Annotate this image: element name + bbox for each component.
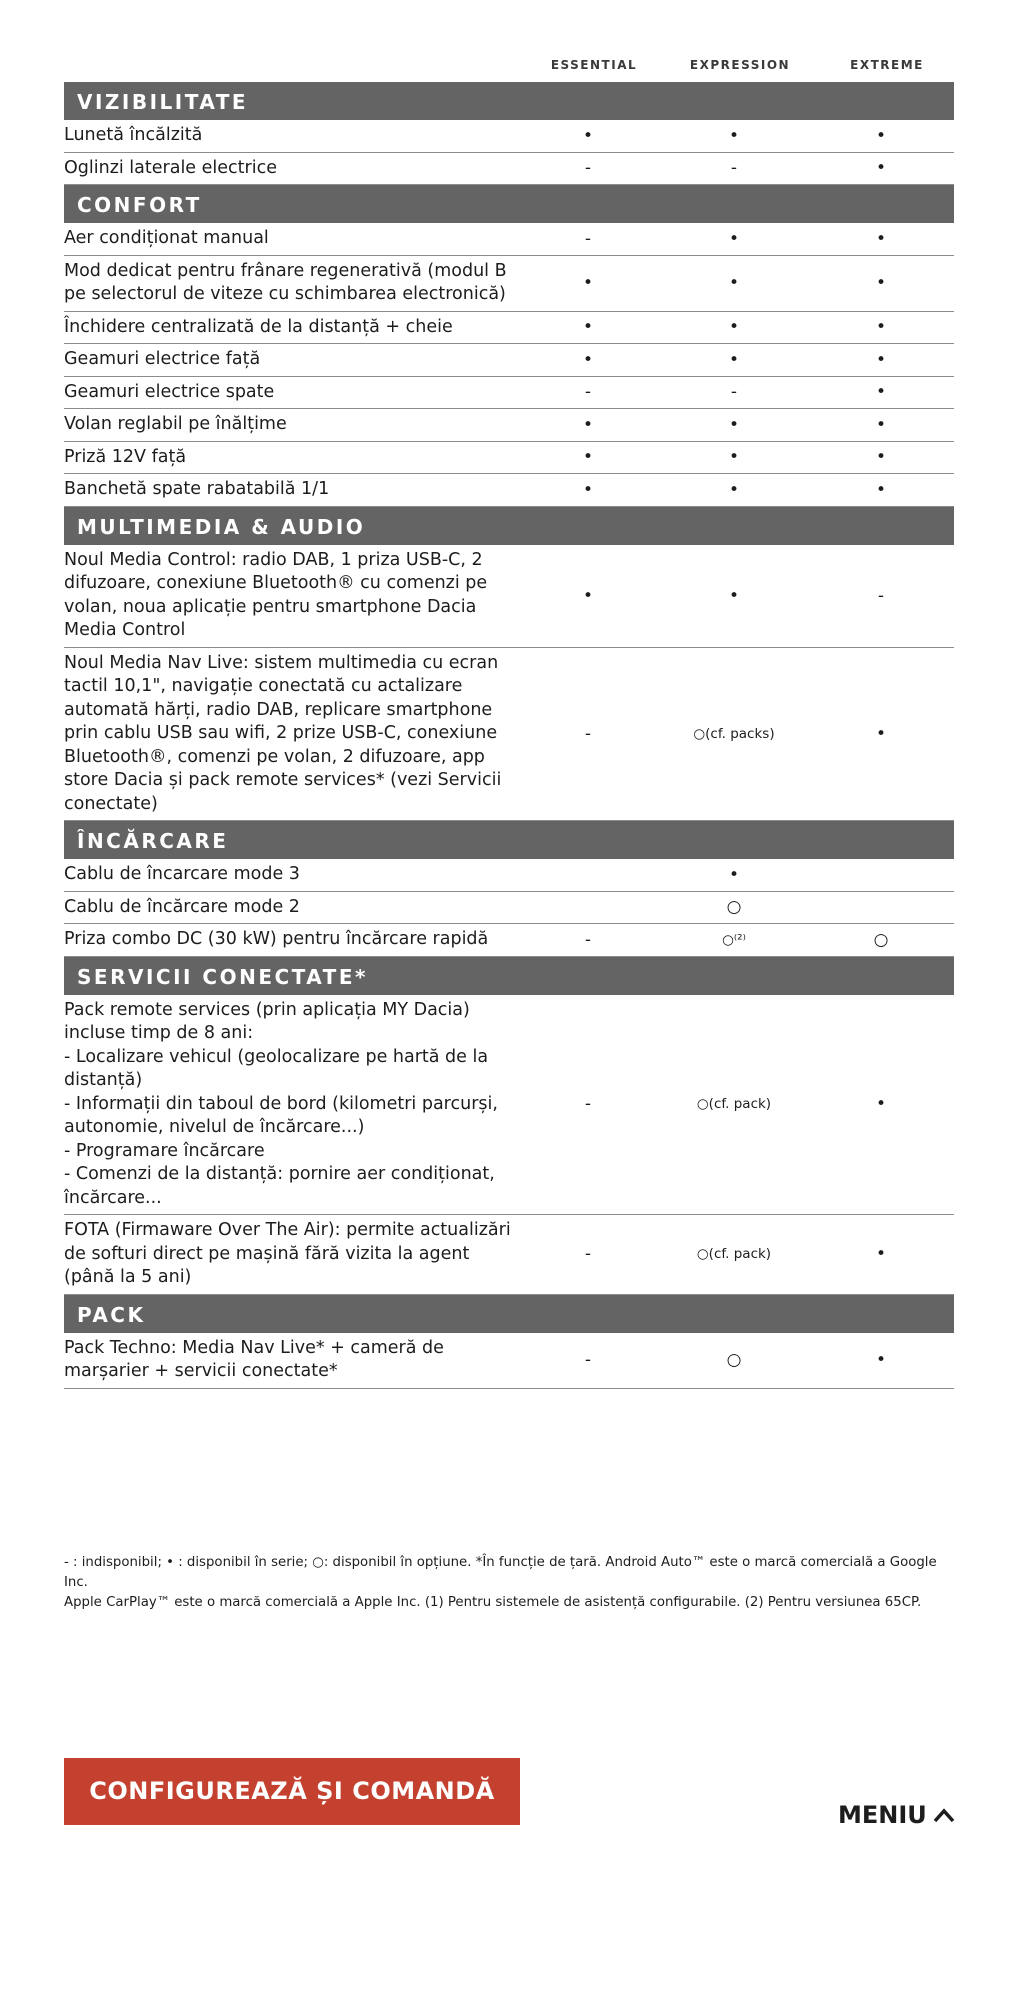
- row-label: Oglinzi laterale electrice: [64, 157, 277, 178]
- section-header: PACK: [64, 1295, 954, 1333]
- availability-cell: •: [728, 414, 740, 435]
- availability-cell: •: [582, 317, 594, 338]
- availability-cell: •: [728, 125, 740, 146]
- availability-cell: •: [875, 479, 887, 500]
- availability-cell: ○: [873, 929, 889, 950]
- table-row: [64, 223, 954, 256]
- table-row: [64, 256, 954, 312]
- row-label: Pack remote services (prin aplicația MY Dacia) incluse timp de 8 ani: - Localizare vehicul (geolocalizare pe hartă de la distanță) - Informații din taboul de bord (kilometri parcurși, autonomie, nivelul de încărcare...) - Programare încărcare - Comenzi de la distanță: pornire aer condiționat, încărcare...: [64, 999, 498, 1208]
- availability-cell: •: [728, 479, 740, 500]
- table-row: [64, 409, 954, 442]
- availability-cell: •: [728, 864, 740, 885]
- availability-cell: •: [582, 479, 594, 500]
- availability-cell: •: [728, 349, 740, 370]
- availability-cell: •: [875, 1244, 887, 1265]
- availability-cell: •: [728, 585, 740, 606]
- row-label: Cablu de încărcare mode 2: [64, 896, 300, 917]
- column-header-essential: ESSENTIAL: [550, 58, 638, 72]
- row-label: Aer condiționat manual: [64, 228, 269, 248]
- section-header: SERVICII CONECTATE*: [64, 957, 954, 995]
- section-header: MULTIMEDIA & AUDIO: [64, 507, 954, 545]
- table-row: [64, 648, 954, 822]
- row-label: Geamuri electrice față: [64, 349, 261, 369]
- availability-cell: •: [728, 447, 740, 468]
- table-row: [64, 1333, 954, 1389]
- availability-cell: •: [582, 273, 594, 293]
- equipment-table: [64, 82, 954, 1389]
- row-label: Banchetă spate rabatabilă 1/1: [64, 479, 330, 499]
- row-label: FOTA (Firmaware Over The Air): permite actualizări de softuri direct pe mașină fără vizita la agent (până la 5 ani): [64, 1220, 511, 1287]
- table-row: [64, 442, 954, 475]
- row-label: Noul Media Nav Live: sistem multimedia cu ecran tactil 10,1", navigație conectată cu actalizare automată hărți, radio DAB, replicare smartphone prin cablu USB sau wifi, 2 prize USB-C, conexiune Bluetooth®, comenzi pe volan, 2 difuzoare, app store Dacia și pack remote services* (vezi Servicii conectate): [64, 652, 502, 814]
- row-label: Mod dedicat pentru frânare regenerativă (modul B pe selectorul de viteze cu schimbarea electronică): [64, 260, 507, 304]
- availability-cell: -: [584, 1350, 592, 1370]
- availability-cell: •: [875, 1094, 887, 1115]
- availability-cell: •: [875, 349, 887, 370]
- availability-cell: -: [730, 382, 738, 403]
- column-header-extreme: EXTREME: [850, 58, 924, 72]
- availability-cell: •: [728, 228, 740, 249]
- availability-cell: ○: [726, 897, 742, 918]
- table-row: [64, 1215, 954, 1295]
- row-label: Volan reglabil pe înălțime: [64, 414, 287, 434]
- table-row: [64, 153, 954, 186]
- availability-cell: •: [875, 414, 887, 435]
- table-row: [64, 474, 954, 507]
- row-label: Priza combo DC (30 kW) pentru încărcare rapidă: [64, 929, 489, 949]
- availability-cell: -: [584, 228, 592, 249]
- row-label: Geamuri electrice spate: [64, 381, 275, 402]
- row-label: Cablu de încarcare mode 3: [64, 864, 300, 884]
- availability-cell: -: [584, 382, 592, 403]
- menu-link[interactable]: [838, 1800, 955, 1830]
- availability-cell: -: [877, 585, 885, 606]
- availability-cell: •: [875, 125, 887, 146]
- availability-cell: -: [584, 723, 592, 744]
- availability-cell: -: [584, 158, 592, 179]
- table-row: [64, 924, 954, 957]
- table-row: [64, 120, 954, 153]
- availability-cell: •: [875, 723, 887, 744]
- availability-cell: -: [584, 929, 592, 950]
- availability-cell: •: [875, 447, 887, 468]
- availability-cell: •: [582, 125, 594, 146]
- row-label: Priză 12V față: [64, 446, 187, 467]
- availability-cell: -: [584, 1244, 592, 1265]
- row-label: Lunetă încălzită: [64, 125, 203, 145]
- table-row: [64, 312, 954, 345]
- availability-cell: •: [875, 382, 887, 403]
- availability-cell: ○(cf. pack): [696, 1246, 772, 1263]
- table-row: [64, 995, 954, 1216]
- availability-cell: •: [875, 228, 887, 249]
- configure-and-order-button[interactable]: CONFIGUREAZĂ ȘI COMANDĂ: [64, 1758, 520, 1825]
- availability-cell: •: [875, 158, 887, 179]
- table-row: [64, 344, 954, 377]
- column-headers: [0, 58, 1013, 76]
- column-header-expression: EXPRESSION: [689, 58, 791, 72]
- availability-cell: ○⁽²⁾: [722, 931, 746, 948]
- footnote: [64, 1553, 964, 1613]
- chevron-up-icon: [933, 1807, 955, 1823]
- row-label: Închidere centralizată de la distanță + cheie: [64, 316, 453, 337]
- row-label: Pack Techno: Media Nav Live* + cameră de marșarier + servicii conectate*: [64, 1337, 444, 1381]
- availability-cell: -: [730, 158, 738, 179]
- availability-cell: •: [582, 447, 594, 468]
- row-label: Noul Media Control: radio DAB, 1 priza USB-C, 2 difuzoare, conexiune Bluetooth® cu comenzi pe volan, noua aplicație pentru smartphone Dacia Media Control: [64, 549, 488, 640]
- availability-cell: •: [875, 1350, 887, 1370]
- section-header: VIZIBILITATE: [64, 82, 954, 120]
- section-header: CONFORT: [64, 185, 954, 223]
- availability-cell: ○(cf. pack): [696, 1096, 772, 1113]
- availability-cell: -: [584, 1094, 592, 1115]
- table-row: [64, 377, 954, 410]
- availability-cell: •: [875, 317, 887, 338]
- section-header: ÎNCĂRCARE: [64, 821, 954, 859]
- availability-cell: •: [728, 317, 740, 338]
- table-row: [64, 892, 954, 925]
- availability-cell: •: [582, 414, 594, 435]
- availability-cell: •: [582, 585, 594, 606]
- availability-cell: •: [875, 273, 887, 293]
- footnote-line-1: - : indisponibil; • : disponibil în serie; ○: disponibil în opțiune. *În funcție de țară. Android Auto™ este o marcă comercială a Google Inc.: [64, 1555, 937, 1590]
- availability-cell: ○: [726, 1350, 742, 1370]
- footnote-line-2: Apple CarPlay™ este o marcă comercială a Apple Inc. (1) Pentru sistemele de asistență configurabile. (2) Pentru versiunea 65CP.: [64, 1595, 922, 1610]
- table-row: [64, 545, 954, 648]
- availability-cell: •: [582, 349, 594, 370]
- availability-cell: •: [728, 273, 740, 293]
- table-row: [64, 859, 954, 892]
- availability-cell: ○(cf. packs): [693, 725, 775, 742]
- menu-label: MENIU: [838, 1801, 927, 1829]
